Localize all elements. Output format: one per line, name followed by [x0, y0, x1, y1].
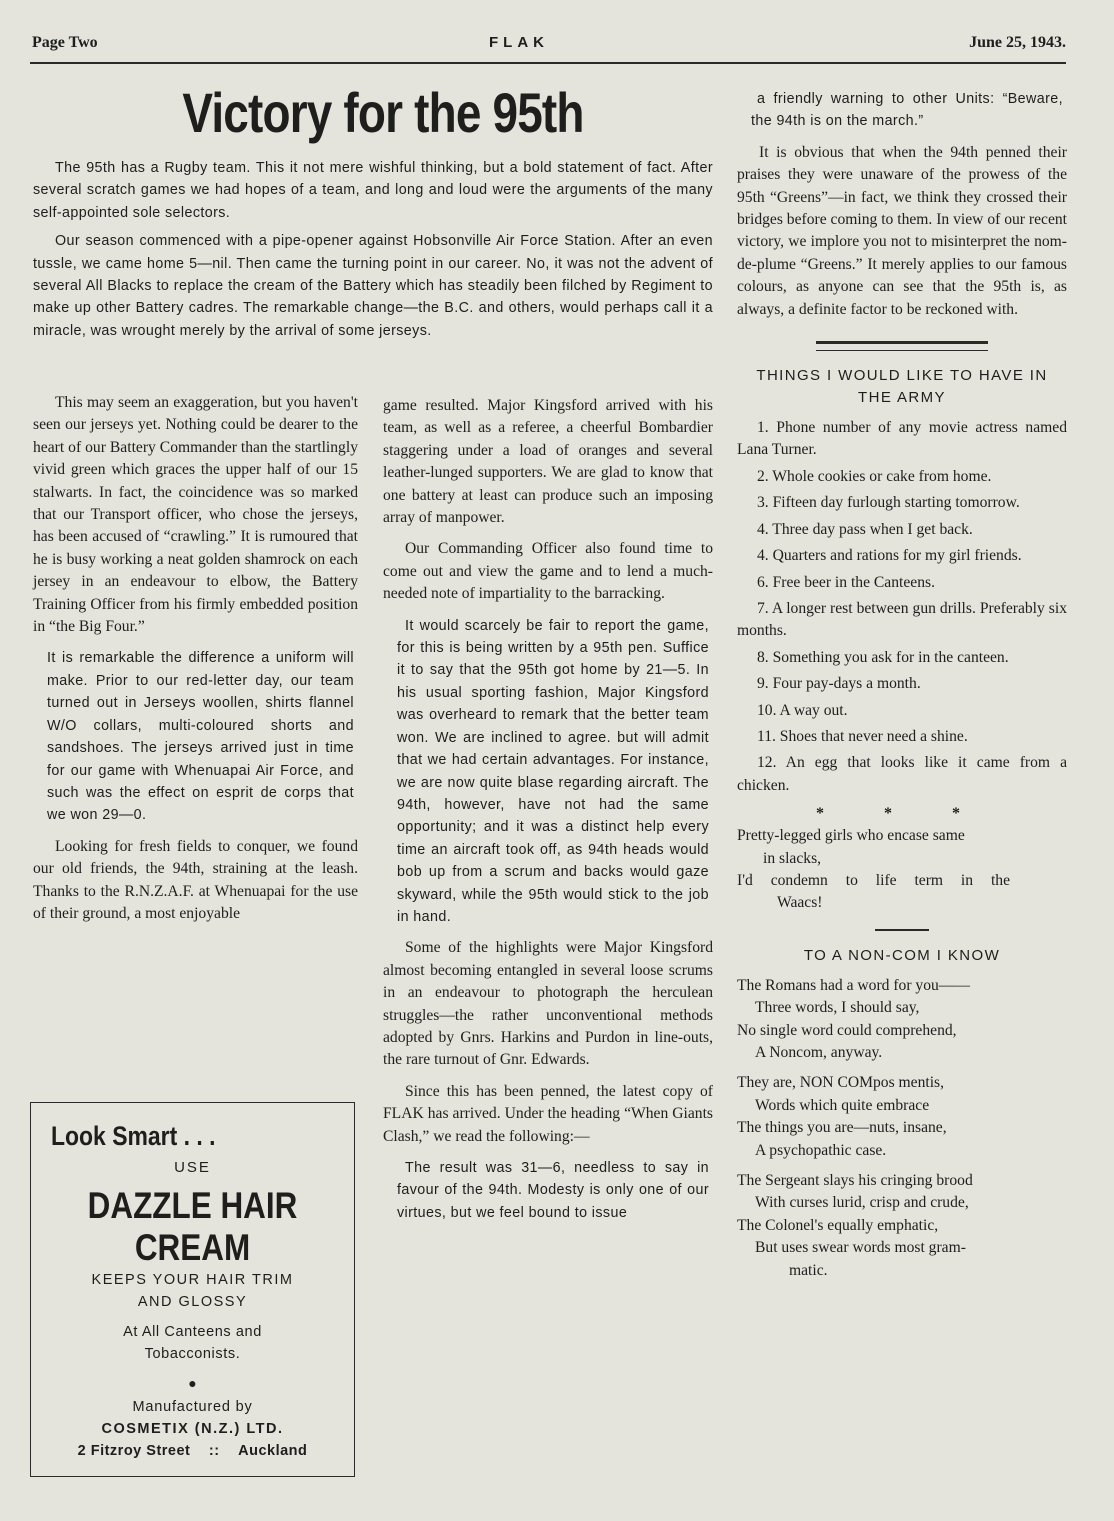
poem-line: matic. — [789, 1261, 828, 1279]
page-number: Page Two — [32, 34, 98, 51]
list-item: 12. An egg that looks like it came from a chicken. — [737, 754, 1067, 794]
advert-headline: Look Smart . . . — [51, 1121, 216, 1151]
list-item: 9. Four pay-days a month. — [757, 675, 921, 693]
rhyme — [737, 825, 1067, 915]
article-title: Victory for the 95th — [182, 81, 584, 144]
article-paragraph: game resulted. Major Kingsford arrived with his team, as well as a referee, a cheerful Bombardier staggering under a load of oranges and several leather-lunged supporters. We are glad to know that one battery at least can produce such an imposing array of manpower. — [383, 397, 713, 527]
rhyme-line: in slacks, — [763, 849, 822, 867]
masthead: FLAK — [489, 34, 549, 51]
advert-city: Auckland — [238, 1443, 308, 1459]
rhyme-line: Pretty-legged girls who encase same — [737, 827, 965, 845]
list-item: 8. Something you ask for in the canteen. — [757, 648, 1009, 666]
section-divider — [875, 929, 929, 931]
advert-street: 2 Fitzroy Street — [77, 1443, 191, 1459]
list-item: 10. A way out. — [757, 701, 848, 719]
header-rule — [30, 62, 1066, 64]
advert-company: COSMETIX (N.Z.) LTD. — [101, 1421, 284, 1437]
advert-tagline: KEEPS YOUR HAIR TRIM AND GLOSSY — [91, 1272, 294, 1310]
poem-stanza — [737, 1170, 1067, 1282]
poem-line: Words which quite embrace — [755, 1096, 930, 1114]
advert-use: USE — [174, 1159, 211, 1176]
article-paragraph: It would scarcely be fair to report the game, for this is being written by a 95th pen. Suffice it to say that the 95th got home by 21—5. In his usual sporting fashion, Major Kingsford was overheard to remark that the better team won. We are inclined to agree. but will admit that we had certain advantages. For instance, we are now quite blase regarding aircraft. The 94th, however, have not had the same opportunity; and it was a distinct help every time an aircraft took off, as 94th heads would bob up from a scrum and backs would gaze skyward, while the 95th would stick to the job in hand. — [397, 617, 709, 925]
advert-address-separator: :: — [208, 1443, 220, 1459]
article-intro — [33, 157, 713, 342]
list-item: 11. Shoes that never need a shine. — [757, 727, 968, 745]
poem-stanza — [737, 975, 1067, 1065]
things-list — [737, 417, 1067, 797]
bullet-icon: ● — [188, 1375, 197, 1391]
article-paragraph: Looking for fresh fields to conquer, we found our old friends, the 94th, straining at the leash. Thanks to the R.N.Z.A.F. at Whenuapai for the use of their ground, a most enjoyable — [33, 837, 358, 922]
article-paragraph: Since this has been penned, the latest copy of FLAK has arrived. Under the heading “When Giants Clash,” we read the following:— — [383, 1082, 713, 1145]
poem-line: A psychopathic case. — [755, 1141, 887, 1159]
list-item: 1. Phone number of any movie actress named Lana Turner. — [737, 419, 1067, 459]
article-paragraph: a friendly warning to other Units: “Beware, the 94th is on the march.” — [751, 91, 1063, 130]
advert-manufactured-by: Manufactured by — [132, 1399, 253, 1415]
rhyme-line: Waacs! — [777, 894, 823, 912]
poem-line: The Sergeant slays his cringing brood — [737, 1172, 973, 1190]
list-item: 6. Free beer in the Canteens. — [757, 573, 935, 591]
poem — [737, 975, 1067, 1282]
poem-line: The Romans had a word for you—— — [737, 976, 970, 994]
poem-line: With curses lurid, crisp and crude, — [755, 1194, 969, 1212]
poem-line: The Colonel's equally emphatic, — [737, 1216, 939, 1234]
intro-paragraph: The 95th has a Rugby team. This it not mere wishful thinking, but a bold statement of fact. After several scratch games we had hopes of a team, and long and loud were the arguments of the many self-appointed sole selectors. — [33, 160, 713, 221]
poem-line: But uses swear words most gram- — [755, 1239, 966, 1257]
list-item: 4. Quarters and rations for my girl friends. — [757, 547, 1022, 565]
issue-date: June 25, 1943. — [969, 34, 1066, 51]
advert-product: DAZZLE HAIR CREAM — [87, 1185, 298, 1268]
article-column-3 — [737, 88, 1067, 1288]
article-paragraph: Some of the highlights were Major Kingsford almost becoming entangled in several loose scrums in an endeavour to photograph the herculean struggles—the rather unconventional methods adopted by Gnrs. Harkins and Purdon in line-outs, the rare turnout of Gnr. Edwards. — [383, 939, 713, 1069]
advert-availability: At All Canteens and Tobacconists. — [123, 1324, 262, 1362]
article-paragraph: Our Commanding Officer also found time to come out and view the game and to lend a much-needed note of impartiality to the barracking. — [383, 540, 713, 603]
things-list-heading: THINGS I WOULD LIKE TO HAVE IN THE ARMY — [756, 367, 1048, 407]
section-divider — [816, 341, 988, 351]
poem-line: The things you are—nuts, insane, — [737, 1119, 947, 1137]
poem-line: Three words, I should say, — [755, 999, 920, 1017]
advert-address — [31, 1443, 354, 1459]
list-item: 7. A longer rest between gun drills. Preferably six months. — [737, 599, 1067, 640]
article-paragraph: This may seem an exaggeration, but you haven't seen our jerseys yet. Nothing could be dearer to the heart of our Battery Commander than the startlingly vivid green which graces the upper half of our 15 stalwarts. In fact, the coincidence was so marked that our Transport officer, who chose the jerseys, has been accused of “crawling.” It is rumoured that he is busy working a neat golden shamrock on each jersey in an endeavour to elbow, the Battery Training Officer from his firmly embedded position in “the Big Four.” — [33, 394, 358, 636]
article-column-1 — [33, 392, 358, 925]
poem-heading: TO A NON-COM I KNOW — [803, 946, 1001, 964]
poem-line: No single word could comprehend, — [737, 1021, 957, 1039]
article-column-2 — [383, 395, 713, 1224]
rhyme-line: I'd condemn to life term in the — [737, 871, 1011, 889]
poem-stanza — [737, 1072, 1067, 1162]
article-paragraph: The result was 31—6, needless to say in favour of the 94th. Modesty is only one of our virtues, but we feel bound to issue — [397, 1160, 709, 1221]
poem-line: They are, NON COMpos mentis, — [737, 1074, 945, 1092]
list-item: 2. Whole cookies or cake from home. — [757, 467, 992, 485]
list-item: 4. Three day pass when I get back. — [757, 520, 973, 538]
poem-line: A Noncom, anyway. — [755, 1044, 883, 1061]
dazzle-hair-cream-advert — [30, 1102, 355, 1477]
article-paragraph: It is obvious that when the 94th penned their praises they were unaware of the prowess of the 95th “Greens”—in fact, we think they crossed their bridges before coming to them. In view of our recent victory, we implore you not to misinterpret the nom-de-plume “Greens.” It merely applies to our famous colours, as anyone can see that the 95th is, as always, a definite factor to be reckoned with. — [737, 143, 1067, 318]
article-paragraph: It is remarkable the difference a uniform will make. Prior to our red-letter day, our team turned out in Jerseys woollen, shirts flannel W/O collars, multi-coloured shorts and sandshoes. The jerseys arrived just in time for our game with Whenuapai Air Force, and such was the effect on esprit de corps that we won 29—0. — [47, 650, 354, 824]
star-separator: * * * — [816, 805, 988, 823]
intro-paragraph: Our season commenced with a pipe-opener against Hobsonville Air Force Station. After an even tussle, we came home 5—nil. Then came the turning point in our career. No, it was not the advent of several All Blacks to replace the cream of the Battery which has steadily been filched by Regiment to make up other Battery cadres. The remarkable change—the B.C. and others, would perhaps call it a miracle, was wrought merely by the arrival of some jerseys. — [33, 233, 713, 339]
list-item: 3. Fifteen day furlough starting tomorrow. — [757, 494, 1020, 512]
